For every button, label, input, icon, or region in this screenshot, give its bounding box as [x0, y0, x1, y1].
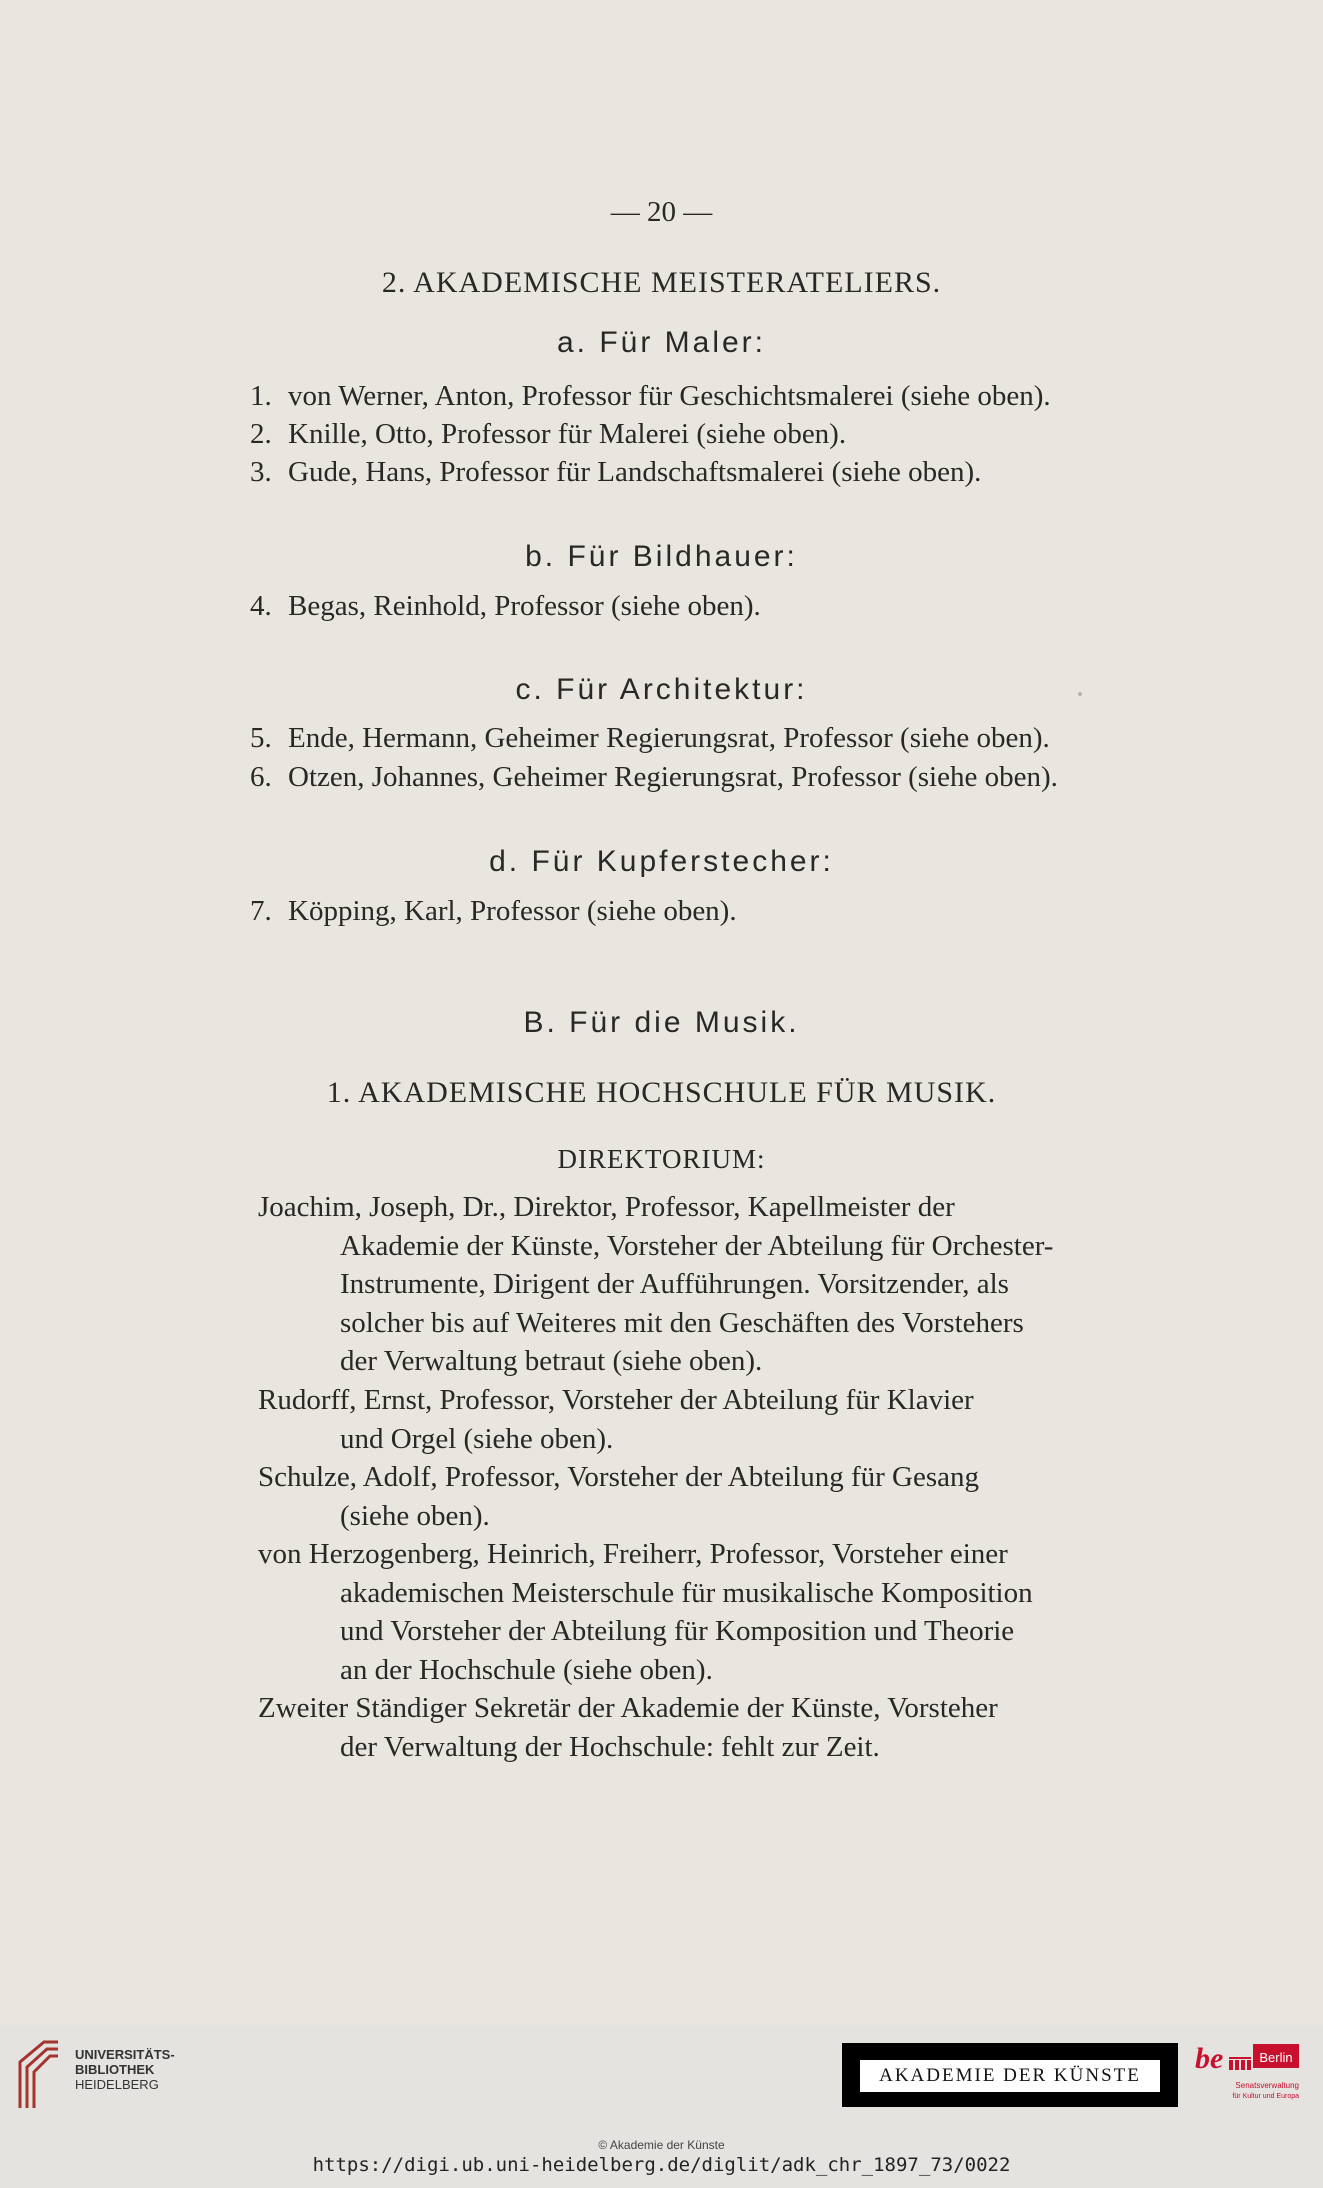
be-label: be: [1195, 2042, 1224, 2075]
berlin-senate-logo-icon[interactable]: [1193, 2040, 1303, 2114]
entry-line: Akademie der Künste, Vorsteher der Abteilung für Orchester-: [340, 1229, 1054, 1262]
ub-line-1: UNIVERSITÄTS-: [75, 2047, 175, 2062]
item-number: 7.: [250, 895, 272, 927]
item-text: Otzen, Johannes, Geheimer Regierungsrat, Professor (siehe oben).: [288, 761, 1058, 793]
entry-line: und Vorsteher der Abteilung für Komposition und Theorie: [340, 1615, 1015, 1647]
entry-line: der Verwaltung der Hochschule: fehlt zur Zeit.: [340, 1730, 880, 1763]
section-b-title: B. Für die Musik.: [523, 1006, 800, 1039]
item-text: Gude, Hans, Professor für Landschaftsmalerei (siehe oben).: [288, 456, 982, 488]
item-number: 5.: [250, 722, 272, 754]
item-text: von Werner, Anton, Professor für Geschichtsmalerei (siehe oben).: [288, 380, 1051, 412]
subsection-a-title: a. Für Maler:: [556, 326, 767, 359]
item-number: 2.: [250, 418, 272, 450]
section-2-title: 2. AKADEMISCHE MEISTERATELIERS.: [381, 266, 942, 299]
entry-line: akademischen Meisterschule für musikalische Komposition: [340, 1576, 1033, 1609]
university-library-logo-icon[interactable]: [14, 2034, 62, 2114]
entry-line: der Verwaltung betraut (siehe oben).: [340, 1345, 763, 1377]
entry-first-line: Rudorff, Ernst, Professor, Vorsteher der Abteilung für Klavier: [258, 1384, 974, 1416]
university-library-name[interactable]: [75, 2047, 175, 2092]
item-text: Ende, Hermann, Geheimer Regierungsrat, Professor (siehe oben).: [288, 722, 1050, 754]
direktorium-label: DIREKTORIUM:: [557, 1144, 766, 1174]
print-speck: [1078, 692, 1082, 696]
section-b1-title: 1. AKADEMISCHE HOCHSCHULE FÜR MUSIK.: [326, 1076, 997, 1109]
entry-line: (siehe oben).: [340, 1499, 490, 1532]
entry-first-line: Joachim, Joseph, Dr., Direktor, Professor, Kapellmeister der: [258, 1191, 955, 1223]
direktorium-entry: [258, 1458, 1174, 1535]
entry-first-line: Schulze, Adolf, Professor, Vorsteher der Abteilung für Gesang: [258, 1461, 980, 1493]
adk-logo-label[interactable]: AKADEMIE DER KÜNSTE: [858, 2058, 1162, 2094]
copyright-notice: © Akademie der Künste: [598, 2138, 725, 2152]
direktorium-entry: [258, 1381, 1174, 1458]
ub-line-3: HEIDELBERG: [75, 2077, 159, 2092]
entry-line: an der Hochschule (siehe oben).: [340, 1653, 713, 1686]
list-item: [250, 722, 1050, 755]
direktorium-entry: [258, 1535, 1174, 1689]
entry-first-line: Zweiter Ständiger Sekretär der Akademie der Künste, Vorsteher: [258, 1692, 998, 1724]
list-item: [250, 418, 846, 451]
list-item: [250, 761, 1058, 794]
entry-line: Instrumente, Dirigent der Aufführungen. Vorsitzender, als: [340, 1268, 1009, 1300]
permalink-url[interactable]: https://digi.ub.uni-heidelberg.de/diglit/adk_chr_1897_73/0022: [312, 2154, 1011, 2176]
list-item: [250, 895, 737, 928]
subsection-b-title: b. Für Bildhauer:: [525, 540, 798, 573]
page-number: — 20 —: [610, 196, 713, 228]
senat-line-2: für Kultur und Europa: [1232, 2093, 1299, 2100]
entry-line: und Orgel (siehe oben).: [340, 1422, 614, 1455]
subsection-d-title: d. Für Kupferstecher:: [489, 845, 834, 878]
item-number: 6.: [250, 761, 272, 793]
berlin-label: Berlin: [1259, 2050, 1293, 2065]
item-number: 1.: [250, 380, 272, 412]
entry-first-line: von Herzogenberg, Heinrich, Freiherr, Professor, Vorsteher einer: [258, 1538, 1008, 1570]
direktorium-entry: [258, 1188, 1174, 1381]
list-item: [250, 380, 1051, 413]
item-number: 4.: [250, 590, 272, 622]
direktorium-entry: [258, 1689, 1174, 1766]
entry-line: solcher bis auf Weiteres mit den Geschäften des Vorstehers: [340, 1306, 1024, 1339]
senat-line-1: Senatsverwaltung: [1235, 2081, 1299, 2090]
list-item: [250, 590, 761, 623]
item-text: Knille, Otto, Professor für Malerei (siehe oben).: [288, 418, 847, 450]
subsection-c-title: c. Für Architektur:: [515, 673, 808, 706]
ub-line-2: BIBLIOTHEK: [75, 2062, 155, 2077]
item-text: Begas, Reinhold, Professor (siehe oben).: [288, 590, 761, 622]
item-text: Köpping, Karl, Professor (siehe oben).: [288, 895, 737, 927]
item-number: 3.: [250, 456, 272, 488]
list-item: [250, 456, 981, 489]
